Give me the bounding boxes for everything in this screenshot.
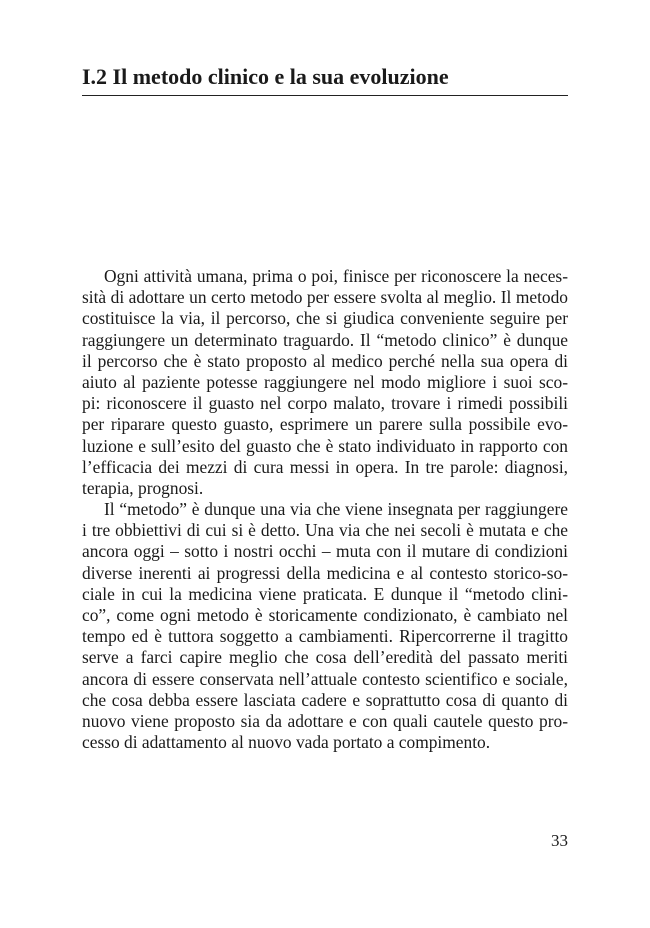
heading-rule [82, 95, 568, 96]
text-line: co”, come ogni metodo è storicamente condizionato, è cambiato nel [82, 605, 568, 625]
text-line: aiuto al paziente potesse raggiungere nel modo migliore i suoi sco- [82, 371, 568, 392]
text-line: Il “metodo” è dunque una via che viene insegnata per raggiungere [104, 499, 568, 520]
paragraph-1 [82, 266, 568, 499]
text-line: ancora di essere conservata nell’attuale contesto scientifico e sociale, [82, 668, 568, 689]
text-line: luzione e sull’esito del guasto che è stato individuato in rapporto con [82, 435, 568, 456]
text-line: cesso di adattamento al nuovo vada portato a compimento. [82, 732, 491, 753]
text-line: per riparare questo guasto, esprimere un parere sulla possibile evo- [82, 414, 568, 435]
text-line: ciale in cui la medicina viene praticata. E dunque il “metodo clini- [82, 583, 568, 604]
text-line: nuovo viene proposto sia da adottare e con quali cautele questo pro- [82, 710, 568, 731]
text-line: terapia, prognosi. [82, 477, 204, 498]
section-heading: I.2 Il metodo clinico e la sua evoluzione [82, 64, 449, 89]
text-line: costituisce la via, il percorso, che si giudica conveniente seguire per [82, 308, 568, 329]
text-line: diverse inerenti ai progressi della medicina e al contesto storico-so- [82, 562, 568, 583]
text-line: Ogni attività umana, prima o poi, finisce per riconoscere la neces- [104, 266, 568, 286]
paragraph-2 [82, 499, 568, 753]
text-line: che cosa debba essere lasciata cadere e soprattutto cosa di quanto di [82, 689, 568, 710]
text-line: serve a farci capire meglio che cosa dell’eredità del passato meriti [82, 647, 568, 668]
text-line: sità di adottare un certo metodo per essere svolta al meglio. Il metodo [82, 287, 568, 308]
text-line: raggiungere un determinato traguardo. Il “metodo clinico” è dunque [82, 329, 568, 350]
page-number: 33 [551, 831, 568, 850]
text-line: il percorso che è stato proposto al medico perché nella sua opera di [82, 350, 568, 371]
text-line: i tre obbiettivi di cui si è detto. Una via che nei secoli è mutata e che [82, 520, 568, 541]
text-line: tempo ed è tuttora soggetto a cambiamenti. Ripercorrerne il tragitto [82, 626, 568, 647]
text-line: pi: riconoscere il guasto nel corpo malato, trovare i rimedi possibili [82, 393, 568, 414]
text-line: ancora oggi – sotto i nostri occhi – muta con il mutare di condizioni [82, 541, 568, 562]
text-line: l’efficacia dei mezzi di cura messi in opera. In tre parole: diagnosi, [82, 456, 568, 477]
body-text [82, 266, 568, 753]
